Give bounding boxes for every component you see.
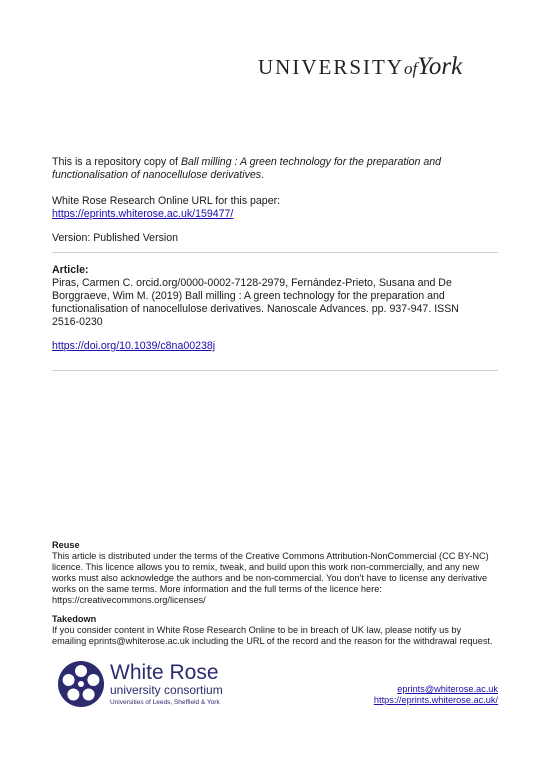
- takedown-heading: Takedown: [52, 614, 97, 624]
- white-rose-emblem-icon: [57, 660, 105, 708]
- paper-url-link[interactable]: https://eprints.whiterose.ac.uk/159477/: [52, 208, 234, 220]
- reuse-line-4: works on the same terms. More information and the full terms of the licence here:: [52, 584, 382, 594]
- divider-2: [52, 370, 498, 371]
- intro-title-part-1: Ball milling : A green technology for the preparation and: [180, 156, 442, 168]
- doi-wrap: [52, 340, 502, 353]
- white-rose-logo-sub2: Universities of Leeds, Sheffield & York: [110, 699, 220, 706]
- article-line-4: 2516-0230: [52, 316, 103, 328]
- white-rose-logo-name: White Rose: [110, 661, 219, 684]
- url-link-wrap: [52, 208, 502, 221]
- reuse-line-5: https://creativecommons.org/licenses/: [52, 595, 206, 605]
- doi-link[interactable]: https://doi.org/10.1039/c8na00238j: [52, 340, 216, 352]
- reuse-heading: Reuse: [52, 540, 80, 550]
- takedown-line-2: emailing eprints@whiterose.ac.uk including the URL of the record and the reason for the withdrawal request.: [52, 636, 493, 646]
- footer-site-link[interactable]: https://eprints.whiterose.ac.uk/: [373, 695, 498, 705]
- university-of-york-logo: [258, 53, 462, 81]
- footer-email-link[interactable]: eprints@whiterose.ac.uk: [397, 684, 498, 694]
- reuse-line-1: This article is distributed under the terms of the Creative Commons Attribution-NonCommercial (CC BY-NC): [52, 551, 489, 561]
- logo-of-text: of: [404, 59, 418, 78]
- white-rose-logo-sub1: university consortium: [110, 683, 223, 697]
- reuse-line-3: works must also acknowledge the authors and be non-commercial. You don’t have to license any derivative: [52, 573, 488, 583]
- footer-site-wrap: [374, 695, 498, 706]
- intro-title-part-2: functionalisation of nanocellulose derivatives: [52, 169, 262, 181]
- divider-1: [52, 252, 498, 253]
- article-line-3: functionalisation of nanocellulose derivatives. Nanoscale Advances. pp. 937-947. ISSN: [52, 303, 459, 315]
- article-line-2: Borggraeve, Wim M. (2019) Ball milling : A green technology for the preparation and: [52, 290, 445, 302]
- article-heading: Article:: [52, 264, 89, 276]
- logo-university-text: UNIVERSITY: [258, 55, 404, 79]
- version-text: Version: Published Version: [52, 232, 179, 244]
- footer-email-wrap: [397, 684, 498, 695]
- intro-prefix: This is a repository copy of: [52, 156, 181, 168]
- intro-suffix: .: [261, 169, 265, 181]
- intro-line-1: [52, 156, 502, 169]
- reuse-line-2: licence. This licence allows you to remix, tweak, and build upon this work non-commercially, and any new: [52, 562, 480, 572]
- article-line-1: Piras, Carmen C. orcid.org/0000-0002-7128-2979, Fernández-Prieto, Susana and De: [52, 277, 452, 289]
- takedown-line-1: If you consider content in White Rose Research Online to be in breach of UK law, please notify us by: [52, 625, 462, 635]
- url-label: White Rose Research Online URL for this paper:: [52, 195, 281, 207]
- logo-york-text: York: [417, 53, 463, 80]
- intro-line-2: [52, 169, 502, 182]
